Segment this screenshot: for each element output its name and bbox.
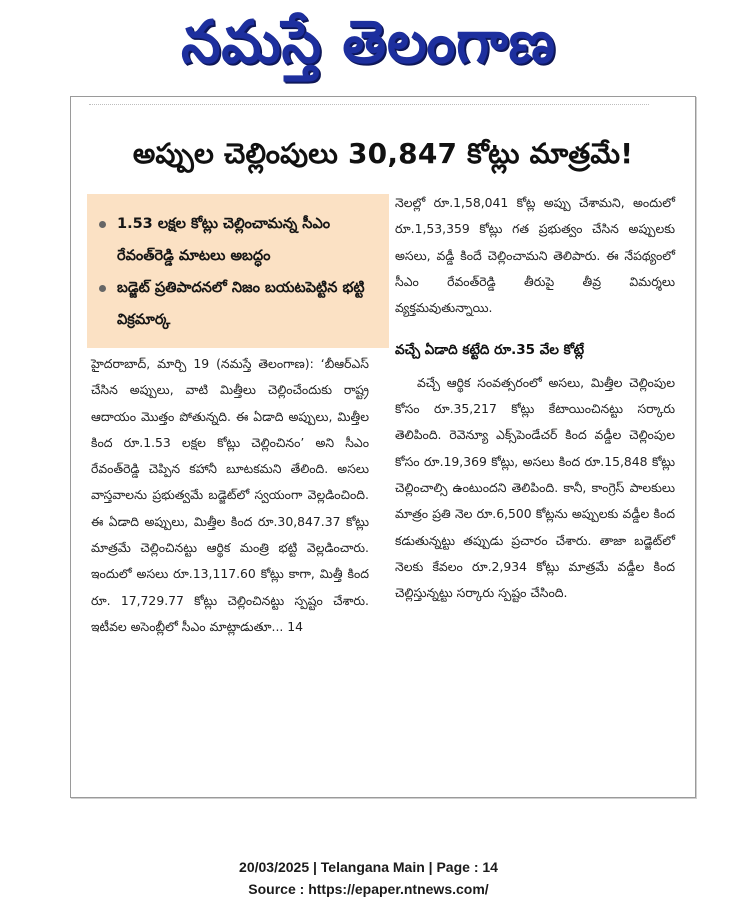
article-right-column: [395, 190, 675, 606]
clipping-top-edge: [89, 97, 649, 105]
highlight-list: [87, 194, 389, 336]
highlight-box: [87, 194, 389, 348]
section-subheading: వచ్చే ఏడాది కట్టేది రూ.35 వేల కోట్లే: [395, 342, 585, 359]
article-clipping: [70, 96, 696, 798]
highlight-item: 1.53 లక్షల కోట్లు చెల్లించామన్న సీఎం రేవంత్‌రెడ్డి మాటలు అబద్ధం: [97, 208, 381, 272]
body-paragraph: వచ్చే ఆర్థిక సంవత్సరంలో అసలు, మిత్తీల చెల్లింపుల కోసం రూ.35,217 కోట్లు కేటాయించినట్టు సర్కారు తెలిపింది. రెవెన్యూ ఎక్స్‌పెండేచర్ కింద వడ్డీల చెల్లింపుల కోసం రూ.19,369 కోట్లు, అసలు కింద రూ.15,848 కోట్లు చెల్లించాల్సి ఉంటుందని తెలిపింది. కానీ, కాంగ్రెస్ పాలకులు మాత్రం ప్రతి నెల రూ.6,500 కోట్లను అప్పులకు వడ్డీల కింద కడుతున్నట్టు తప్పుడు ప్రచారం చేశారు. తాజా బడ్జెట్‌లో నెలకు కేవలం రూ.2,934 కోట్లు మాత్రమే వడ్డీల కింద చెల్లిస్తున్నట్టు సర్కారు స్పష్టం చేసింది.: [395, 374, 675, 601]
continued-paragraph: నెలల్లో రూ.1,58,041 కోట్ల అప్పు చేశామని, అందులో రూ.1,53,359 కోట్లు గత ప్రభుత్వం చేసిన అప్పులకు అసలు, వడ్డీ కిందే చెల్లించామని తెలిపారు. ఈ నేపథ్యంలో సీఎం రేవంత్‌రెడ్డి తీరుపై తీవ్ర విమర్శలు వ్యక్తమవుతున్నాయి.: [395, 195, 675, 316]
newspaper-masthead: [0, 4, 737, 80]
article-headline: అప్పుల చెల్లింపులు 30,847 కోట్లు మాత్రమే!: [132, 137, 634, 170]
publication-info: 20/03/2025 | Telangana Main | Page : 14: [239, 859, 498, 875]
article-left-column: [91, 351, 369, 640]
source-link: Source : https://epaper.ntnews.com/: [248, 881, 489, 897]
masthead-logo-text: నమస్తే తెలంగాణ: [181, 7, 556, 77]
highlight-item: బడ్జెట్ ప్రతిపాదనలో నిజం బయటపెట్టిన భట్టి విక్రమార్క: [97, 272, 381, 336]
dateline-paragraph: హైదరాబాద్, మార్చి 19 (నమస్తే తెలంగాణ): ‘బీఆర్‌ఎస్ చేసిన అప్పులు, వాటి మిత్తీలు చెల్లించేందుకు రాష్ట్ర ఆదాయం మొత్తం పోతున్నది. ఈ ఏడాది అప్పులు, మిత్తీల కింద రూ.1.53 లక్షల కోట్లు చెల్లించినం’ అని సీఎం రేవంత్‌రెడ్డి చెప్పిన కహానీ బూటకమని తేలింది. అసలు వాస్తవాలను ప్రభుత్వమే బడ్జెట్‌లో స్వయంగా వెల్లడించింది. ఈ ఏడాది అప్పులు, మిత్తీల కింద రూ.30,847.37 కోట్లు మాత్రమే చెల్లించినట్టు ఆర్థిక మంత్రి భట్టి వెల్లడించారు. ఇందులో అసలు రూ.13,117.60 కోట్లు కాగా, మిత్తీ కింద రూ. 17,729.77 కోట్లు చెల్లించినట్టు స్పష్టం చేశారు. ఇటీవల అసెంబ్లీలో సీఎం మాట్లాడుతూ... 14: [91, 356, 369, 634]
source-footer: [0, 856, 737, 900]
